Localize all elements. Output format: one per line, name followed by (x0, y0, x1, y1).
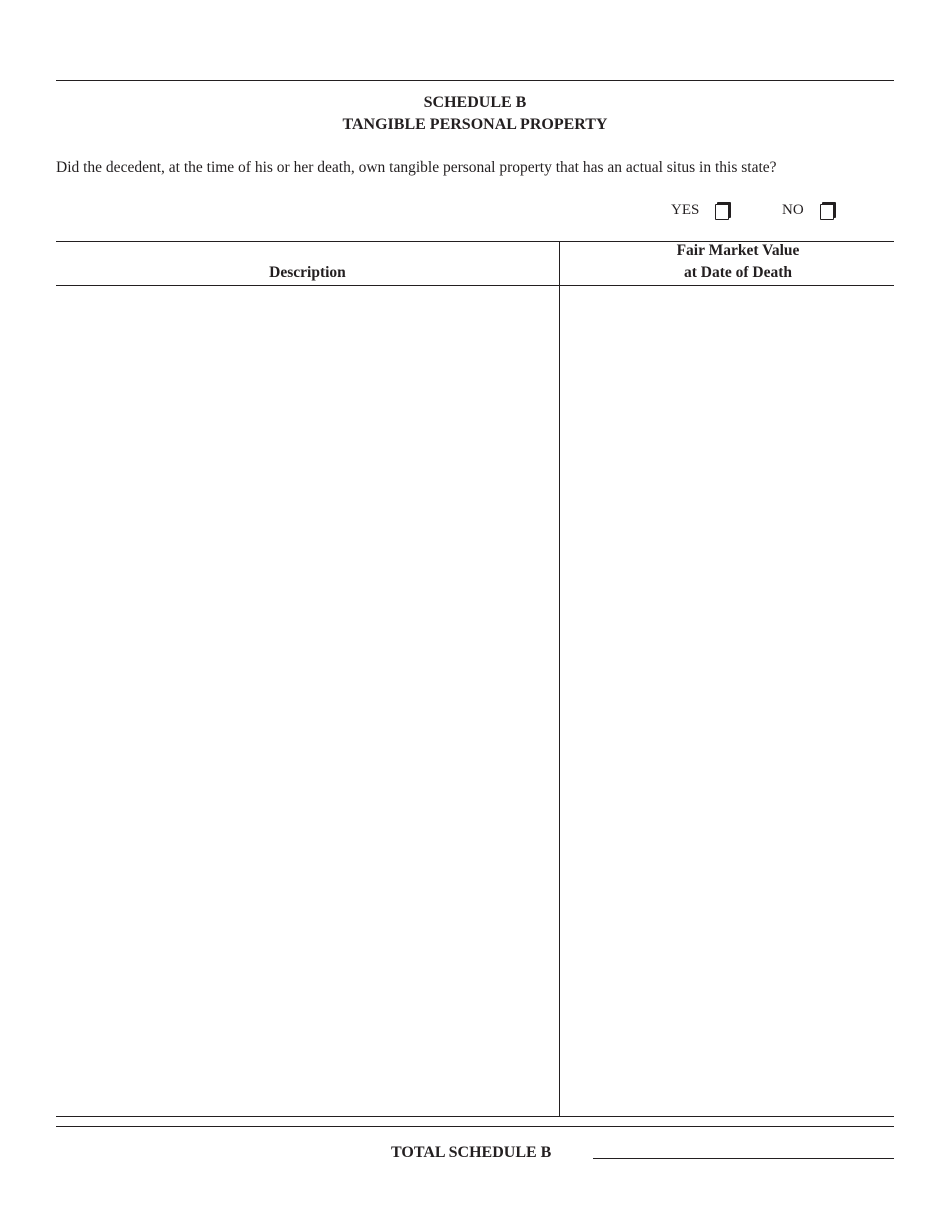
column-header-fair-market-value (560, 240, 916, 284)
no-checkbox[interactable] (820, 204, 834, 220)
total-schedule-field[interactable] (593, 1158, 894, 1159)
total-schedule-label: TOTAL SCHEDULE B (391, 1144, 552, 1161)
table-bottom-rule (56, 1116, 894, 1117)
situs-question: Did the decedent, at the time of his or her death, own tangible personal property that has an actual situs in this state? (56, 159, 777, 176)
column-header-description (56, 262, 559, 284)
description-entry-area[interactable] (56, 287, 558, 1115)
footer-top-rule (56, 1126, 894, 1127)
yes-label: YES (671, 202, 700, 218)
no-label: NO (782, 202, 804, 218)
header-bottom-rule (56, 285, 894, 286)
yes-checkbox[interactable] (715, 204, 729, 220)
column-divider (559, 241, 560, 1116)
top-rule (56, 80, 894, 81)
fair-market-value-entry-area[interactable] (561, 287, 894, 1115)
page-title: TANGIBLE PERSONAL PROPERTY (342, 116, 608, 133)
column-header-fmv-line1: Fair Market Value (676, 242, 800, 259)
column-header-description-label: Description (269, 264, 346, 281)
schedule-heading: SCHEDULE B (423, 94, 527, 111)
column-header-fmv-line2: at Date of Death (683, 264, 793, 281)
